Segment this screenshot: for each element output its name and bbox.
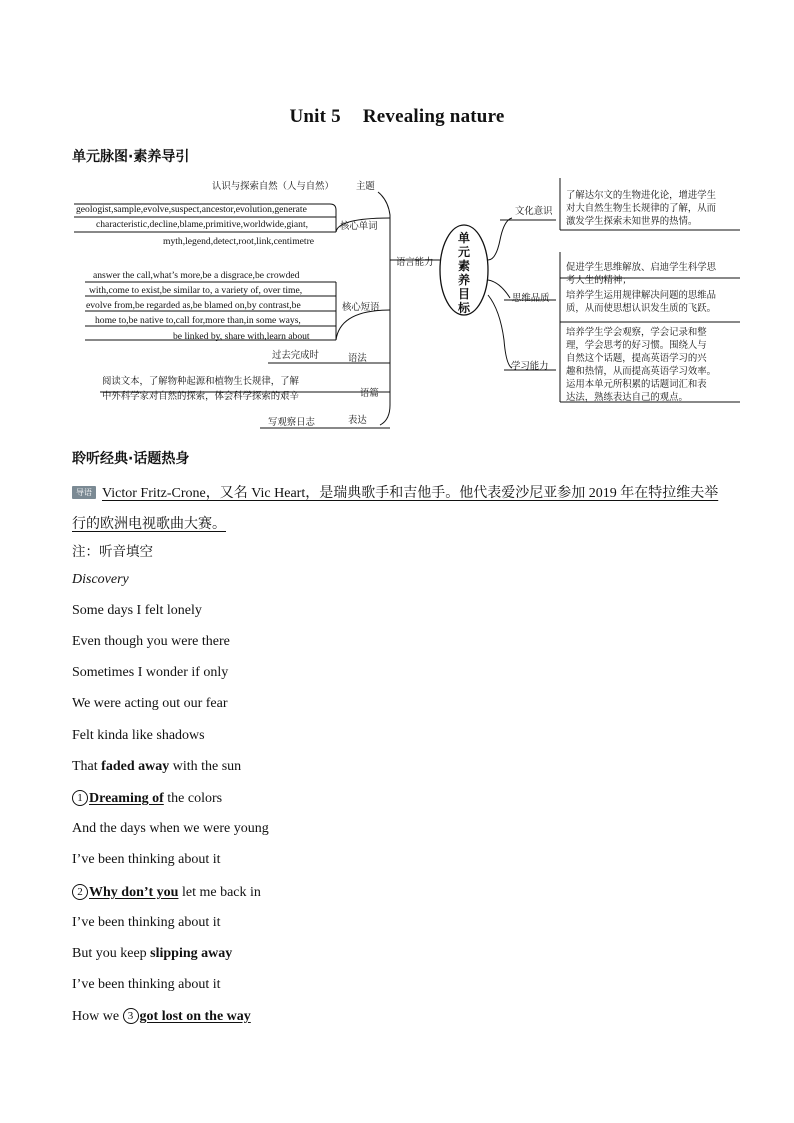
center-char: 单 [458, 231, 471, 245]
lyric-line: That faded away with the sun [72, 759, 242, 774]
expression-label: 表达 [348, 415, 367, 426]
core-phrases-line: be linked by, share with,learn about [173, 331, 310, 342]
core-words-line: characteristic,decline,blame,primitive,worldwide,giant, [96, 219, 309, 230]
intro-text: Victor Fritz-Crone，又名 Vic Heart，是瑞典歌手和吉他手。他代表爱沙尼亚参加 2019 年在特拉维夫举行的欧洲电视歌曲大赛。 [72, 486, 719, 532]
culture-branch-line [488, 218, 512, 260]
center-char: 养 [458, 273, 471, 287]
core-phrases-line: evolve from,be regarded as,be blamed on,by contrast,be [86, 300, 301, 311]
lyric-line: Felt kinda like shadows [72, 728, 205, 743]
lyric-line: I’ve been thinking about it [72, 977, 221, 992]
learning-line: 趣和热情，从而提高英语学习效率。 [566, 366, 717, 377]
theme-text: 认识与探索自然（人与自然） [212, 181, 334, 192]
blank-number: 2 [72, 884, 88, 900]
discourse-line: 中外科学家对自然的探索，体会科学探索的艰辛 [102, 391, 299, 402]
center-char: 素 [458, 259, 471, 273]
song-title: Discovery [72, 572, 129, 587]
language-ability-label: 语言能力 [396, 257, 434, 268]
core-phrases-line: home to,be native to,call for,more than,in some ways, [95, 315, 301, 326]
thinking-branch-line [488, 280, 510, 298]
culture-line: 对大自然生物生长规律的了解，从而 [566, 203, 717, 214]
thinking-line: 培养学生运用规律解决问题的思维品 [566, 290, 717, 301]
core-words-label: 核心单词 [340, 221, 378, 232]
lyric-line: I’ve been thinking about it [72, 852, 221, 867]
instruction-note: 注：听音填空 [72, 544, 153, 560]
core-phrases-label: 核心短语 [342, 302, 380, 313]
unit-mind-map [0, 170, 794, 432]
thinking-label: 思维品质 [512, 293, 550, 304]
culture-line: 了解达尔文的生物进化论，增进学生 [566, 190, 717, 201]
lyric-answer: faded away [101, 759, 170, 774]
lyric-line: Even though you were there [72, 634, 230, 649]
learning-line: 培养学生学会观察，学会记录和整 [566, 327, 707, 338]
center-char: 标 [458, 301, 471, 315]
core-words-line: myth,legend,detect,root,link,centimetre [163, 236, 315, 247]
learning-line: 达法，熟练表达自己的观点。 [566, 392, 688, 403]
learning-line: 理，学会思考的好习惯。围绕人与 [566, 340, 707, 351]
lyric-line: And the days when we were young [72, 821, 269, 836]
lyric-line: 2 Why don’t you let me back in [72, 884, 261, 901]
lyric-line: Sometimes I wonder if only [72, 665, 229, 680]
intro-paragraph [72, 478, 732, 540]
culture-label: 文化意识 [515, 206, 553, 217]
lyric-line: How we 3 got lost on the way [72, 1009, 251, 1024]
left-trunk-line [378, 192, 390, 425]
lyric-answer: Why don’t you [89, 885, 179, 900]
theme-label: 主题 [356, 181, 375, 192]
thinking-line: 质，从而使思想认识发生质的飞跃。 [566, 303, 717, 314]
center-char: 目 [458, 287, 471, 301]
lyric-line: I’ve been thinking about it [72, 915, 221, 930]
blank-number: 3 [123, 1008, 139, 1024]
discourse-label: 语篇 [360, 388, 379, 399]
lyric-answer: got lost on the way [139, 1009, 251, 1024]
blank-number: 1 [72, 790, 88, 806]
lyric-line: 1 Dreaming of the colors [72, 790, 222, 807]
learning-branch-line [488, 295, 512, 368]
section-heading-mindmap: 单元脉图·素养导引 [72, 149, 190, 165]
learning-line: 自然这个话题，提高英语学习的兴 [566, 353, 707, 364]
lyric-line: Some days I felt lonely [72, 603, 202, 618]
thinking-line: 促进学生思维解放、启迪学生科学思 [566, 262, 717, 273]
expression-text: 写观察日志 [268, 417, 315, 428]
lyric-line: But you keep slipping away [72, 946, 233, 961]
culture-line: 激发学生探索未知世界的热情。 [566, 216, 698, 227]
lyric-answer: Dreaming of [89, 791, 164, 806]
page-title: Unit 5 Revealing nature [289, 106, 505, 127]
learning-line: 运用本单元所积累的话题词汇和表 [566, 379, 707, 390]
core-words-line: geologist,sample,evolve,suspect,ancestor,evolution,generate [76, 204, 307, 215]
lyric-line: We were acting out our fear [72, 696, 228, 711]
grammar-text: 过去完成时 [272, 350, 319, 361]
grammar-label: 语法 [348, 353, 367, 364]
center-char: 元 [458, 245, 471, 259]
section-heading-listening: 聆听经典·话题热身 [72, 451, 190, 467]
core-phrases-line: with,come to exist,be similar to, a variety of, over time, [89, 285, 303, 296]
lyric-answer: slipping away [150, 946, 233, 961]
intro-badge: 导语 [72, 486, 96, 499]
thinking-line: 考人生的精神； [566, 275, 632, 286]
learning-label: 学习能力 [511, 361, 549, 372]
discourse-line: 阅读文本，了解物种起源和植物生长规律，了解 [102, 376, 299, 387]
core-phrases-line: answer the call,what’s more,be a disgrace,be crowded [93, 270, 300, 281]
